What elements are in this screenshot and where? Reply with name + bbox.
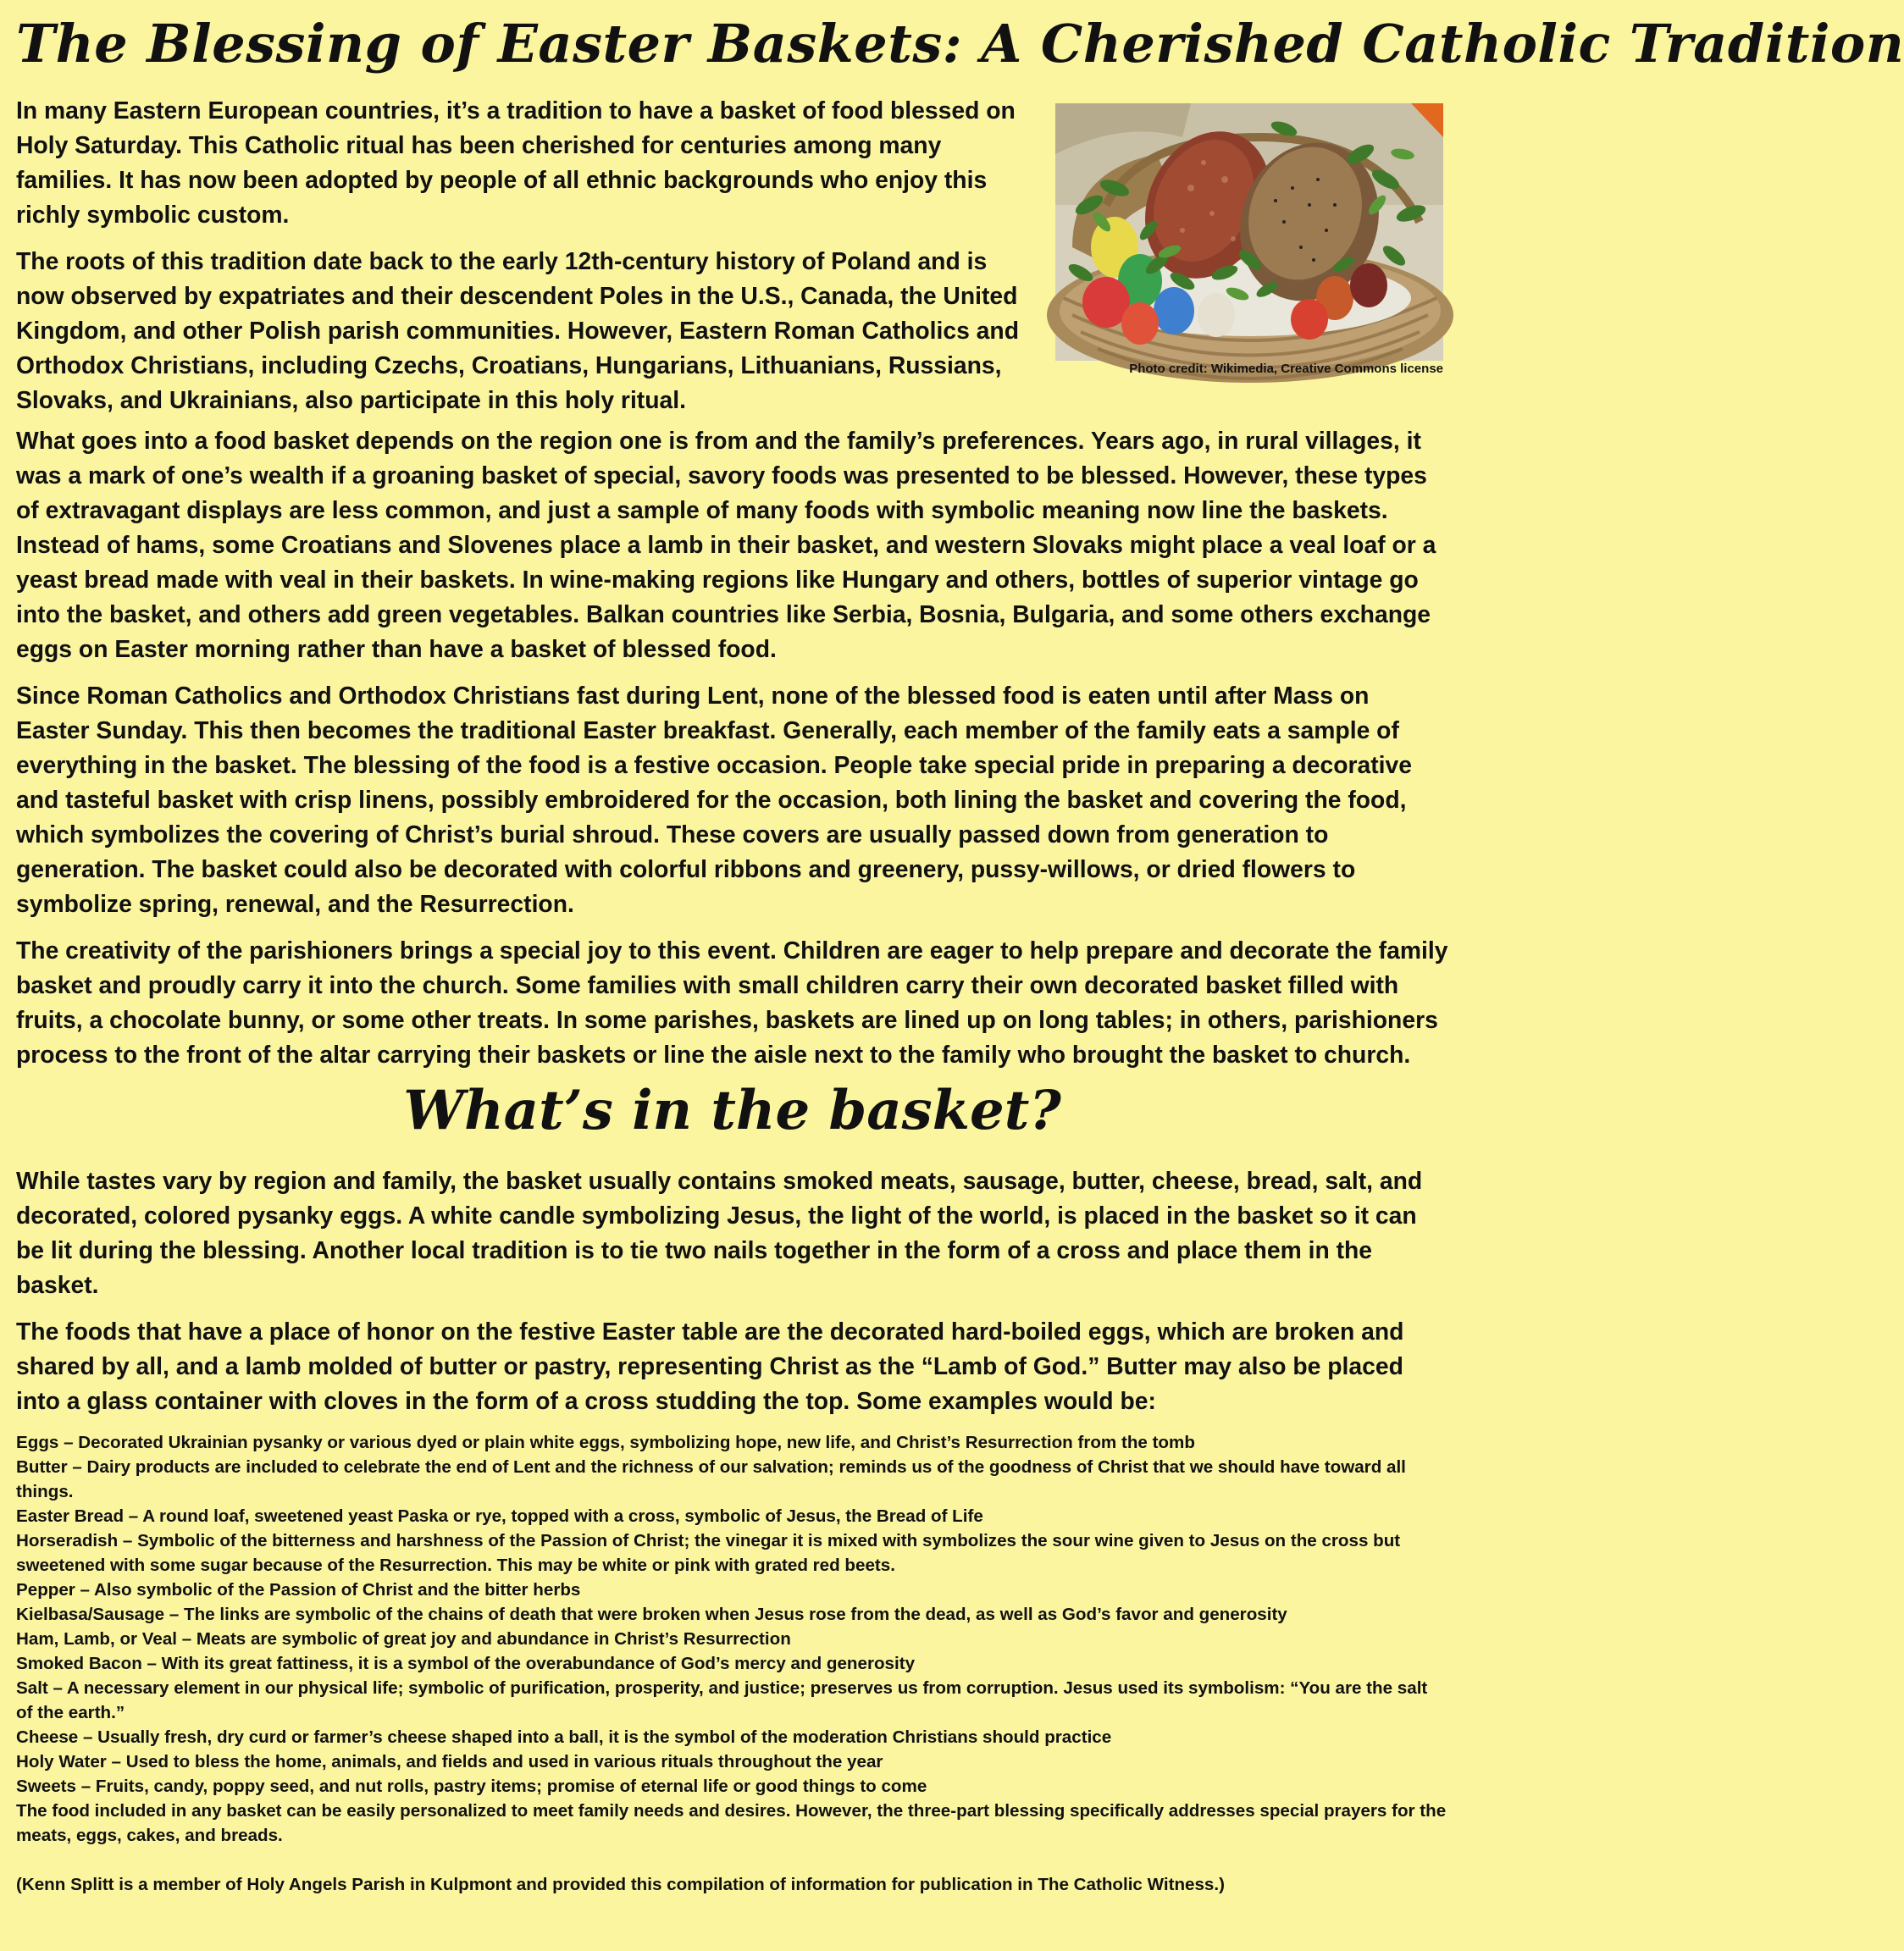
list-item: Easter Bread – A round loaf, sweetened yeast Paska or rye, topped with a cross, symbolic of Jesus, the Bread of Life bbox=[16, 1506, 983, 1526]
list-item: Salt – A necessary element in our physical life; symbolic of purification, prosperity, and justice; preserves us from corruption. Jesus used its symbolism: “You are the salt of the earth.” bbox=[16, 1678, 1428, 1722]
article-title: The Blessing of Easter Baskets: A Cherished Catholic Tradition bbox=[16, 13, 1904, 75]
photo-figure bbox=[1055, 103, 1443, 376]
list-item: Holy Water – Used to bless the home, animals, and fields and used in various rituals throughout the year bbox=[16, 1752, 883, 1771]
list-item: Eggs – Decorated Ukrainian pysanky or various dyed or plain white eggs, symbolizing hope, new life, and Christ’s Resurrection from the tomb bbox=[16, 1433, 1195, 1452]
body-paragraph: What goes into a food basket depends on the region one is from and the family’s preferences. Years ago, in rural villages, it was a mark of one’s wealth if a groaning basket of special, savory foods was presented to be blessed. However, these types of extravagant displays are less common, and just a sample of many foods with symbolic meaning now line the baskets. Instead of hams, some Croatians and Slovenes place a lamb in their basket, and western Slovaks might place a veal loaf or a yeast bread made with veal in their baskets. In wine-making regions like Hungary and others, bottles of superior vintage go into the basket, and others add green vegetables. Balkan countries like Serbia, Bosnia, Bulgaria, and some others exchange eggs on Easter morning rather than have a basket of blessed food. bbox=[16, 427, 1436, 662]
list-item: Kielbasa/Sausage – The links are symbolic of the chains of death that were broken when Jesus rose from the dead, as well as God’s favor and generosity bbox=[16, 1605, 1287, 1624]
author-note: (Kenn Splitt is a member of Holy Angels Parish in Kulpmont and provided this compilation of information for publication in The Catholic Witness.) bbox=[16, 1875, 1225, 1894]
easter-basket-photo bbox=[1055, 103, 1443, 361]
list-item: Horseradish – Symbolic of the bitterness and harshness of the Passion of Christ; the vinegar it is mixed with symbolizes the sour wine given to Jesus on the cross but sweetened with some sugar because of the Resurrection. This may be white or pink with grated red beets. bbox=[16, 1531, 1401, 1575]
list-item: Pepper – Also symbolic of the Passion of Christ and the bitter herbs bbox=[16, 1580, 581, 1600]
section-paragraph: While tastes vary by region and family, the basket usually contains smoked meats, sausage, butter, cheese, bread, salt, and decorated, colored pysanky eggs. A white candle symbolizing Jesus, the light of the world, is placed in the basket so it can be lit during the blessing. Another local tradition is to tie two nails together in the form of a cross and place them in the basket. bbox=[16, 1167, 1423, 1298]
list-item: Butter – Dairy products are included to celebrate the end of Lent and the richness of our salvation; reminds us of the goodness of Christ that we should have toward all things. bbox=[16, 1457, 1406, 1501]
intro-paragraph: The roots of this tradition date back to the early 12th-century history of Poland and is now observed by expatriates and their descendent Poles in the U.S., Canada, the United Kingdom, and other Polish parish communities. However, Eastern Roman Catholics and Orthodox Christians, including Czechs, Croatians, Hungarians, Lithuanians, Russians, Slovaks, and Ukrainians, also participate in this holy ritual. bbox=[16, 247, 1019, 413]
list-item: Ham, Lamb, or Veal – Meats are symbolic of great joy and abundance in Christ’s Resurrection bbox=[16, 1629, 791, 1649]
section-paragraph: The foods that have a place of honor on the festive Easter table are the decorated hard-boiled eggs, which are broken and shared by all, and a lamb molded of butter or pastry, representing Christ as the “Lamb of God.” Butter may also be placed into a glass container with cloves in the form of a cross studding the top. Some examples would be: bbox=[16, 1318, 1404, 1414]
list-item: Sweets – Fruits, candy, poppy seed, and nut rolls, pastry items; promise of eternal life or good things to come bbox=[16, 1777, 927, 1796]
intro-paragraph: In many Eastern European countries, it’s a tradition to have a basket of food blessed on Holy Saturday. This Catholic ritual has been cherished for centuries among many families. It has now been adopted by people of all ethnic backgrounds who enjoy this richly symbolic custom. bbox=[16, 97, 1016, 228]
list-item: Cheese – Usually fresh, dry curd or farmer’s cheese shaped into a ball, it is the symbol of the moderation Christians should practice bbox=[16, 1727, 1112, 1747]
list-item: Smoked Bacon – With its great fattiness, it is a symbol of the overabundance of God’s mercy and generosity bbox=[16, 1654, 916, 1673]
closing-paragraph: The food included in any basket can be easily personalized to meet family needs and desires. However, the three-part blessing specifically addresses special prayers for the meats, eggs, cakes, and breads. bbox=[16, 1801, 1447, 1845]
body-paragraph: Since Roman Catholics and Orthodox Christians fast during Lent, none of the blessed food is eaten until after Mass on Easter Sunday. This then becomes the traditional Easter breakfast. Generally, each member of the family eats a sample of everything in the basket. The blessing of the food is a festive occasion. People take special pride in preparing a decorative and tasteful basket with crisp linens, possibly embroidered for the occasion, both lining the basket and covering the food, which symbolizes the covering of Christ’s burial shroud. These covers are usually passed down from generation to generation. The basket could also be decorated with colorful ribbons and greenery, pussy-willows, or dried flowers to symbolize spring, renewal, and the Resurrection. bbox=[16, 682, 1412, 917]
intro-section bbox=[16, 93, 1448, 423]
body-paragraph: The creativity of the parishioners brings a special joy to this event. Children are eager to help prepare and decorate the family basket and proudly carry it into the church. Some families with small children carry their own decorated basket filled with fruits, a chocolate bunny, or some other treats. In some parishes, baskets are lined up on long tables; in others, parishioners process to the front of the altar carrying their baskets or line the aisle next to the family who brought the basket to church. bbox=[16, 937, 1448, 1068]
photo-caption: Photo credit: Wikimedia, Creative Commons license bbox=[1129, 362, 1443, 376]
section-title: What’s in the basket? bbox=[403, 1079, 1061, 1142]
basket-items-list bbox=[16, 1430, 1448, 1799]
